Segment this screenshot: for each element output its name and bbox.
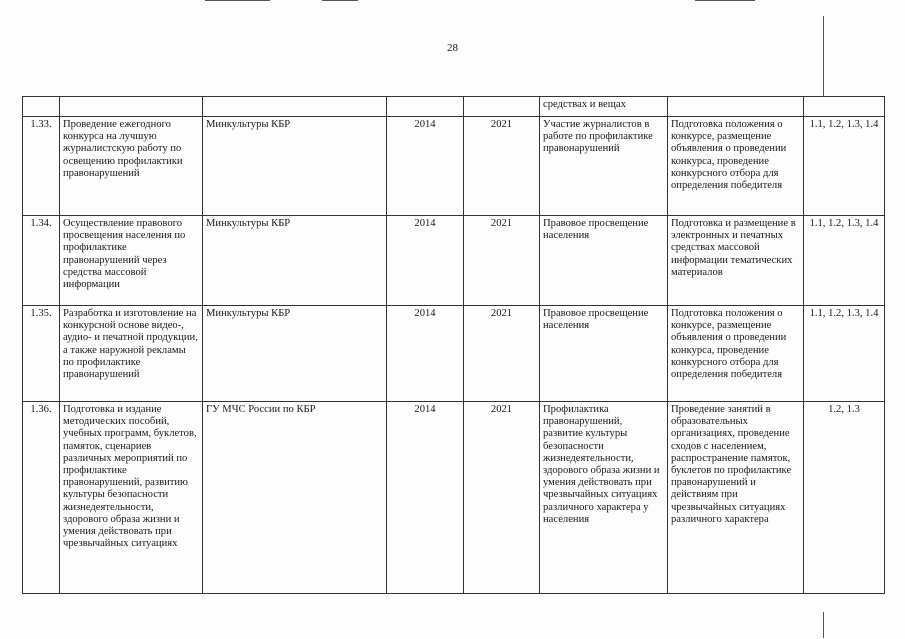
cell-number: [23, 97, 60, 117]
cell-content: Подготовка положения о конкурсе, размещение объявления о проведении конкурса, проведение конкурсного отбора для определения победителя: [668, 306, 804, 402]
cell-event: Осуществление правового просвещения населения по профилактике правонарушений через средства массовой информации: [60, 216, 203, 306]
cell-content: Подготовка и размещение в электронных и печатных средствах массовой информации тематических материалов: [668, 216, 804, 306]
scan-mark-right-vertical: [823, 16, 824, 96]
cell-content: [668, 97, 804, 117]
cell-number: 1.36.: [23, 402, 60, 594]
cell-end-year: 2021: [464, 117, 540, 216]
cell-end-year: [464, 97, 540, 117]
cell-indicators: [804, 97, 885, 117]
cell-start-year: 2014: [387, 216, 464, 306]
cell-event: [60, 97, 203, 117]
table-row: [23, 402, 885, 594]
cell-number: 1.34.: [23, 216, 60, 306]
cell-expected-result: Участие журналистов в работе по профилактике правонарушений: [540, 117, 668, 216]
scan-mark-top-left: [205, 0, 270, 1]
cell-end-year: 2021: [464, 306, 540, 402]
cell-indicators: 1.1, 1.2, 1.3, 1.4: [804, 216, 885, 306]
table-row: [23, 216, 885, 306]
table-row: [23, 117, 885, 216]
cell-indicators: 1.2, 1.3: [804, 402, 885, 594]
scan-mark-top-center: [322, 0, 358, 1]
cell-start-year: 2014: [387, 402, 464, 594]
table-row: [23, 97, 885, 117]
cell-start-year: 2014: [387, 306, 464, 402]
program-table: [22, 96, 885, 594]
cell-expected-result: Профилактика правонарушений, развитие культуры безопасности жизнедеятельности, здорового образа жизни и умения действовать при чрезвычайных ситуациях различного характера у населения: [540, 402, 668, 594]
cell-expected-result: Правовое просвещение населения: [540, 306, 668, 402]
cell-end-year: 2021: [464, 216, 540, 306]
cell-indicators: 1.1, 1.2, 1.3, 1.4: [804, 306, 885, 402]
scan-mark-right-bottom: [823, 612, 824, 638]
cell-event: Подготовка и издание методических пособий, учебных программ, буклетов, памяток, сценариев различных мероприятий по профилактике правонарушений, развитию культуры безопасности жизнедеятельности, здорового образа жизни и умения действовать при чрезвычайных ситуациях: [60, 402, 203, 594]
table-row: [23, 306, 885, 402]
cell-expected-result: средствах и вещах: [540, 97, 668, 117]
page-number: 28: [447, 42, 458, 54]
cell-content: Подготовка положения о конкурсе, размещение объявления о проведении конкурса, проведение конкурсного отбора для определения победителя: [668, 117, 804, 216]
cell-event: Разработка и изготовление на конкурсной основе видео-, аудио- и печатной продукции, а также наружной рекламы по профилактике правонарушений: [60, 306, 203, 402]
cell-indicators: 1.1, 1.2, 1.3, 1.4: [804, 117, 885, 216]
cell-event: Проведение ежегодного конкурса на лучшую журналистскую работу по освещению профилактики правонарушений: [60, 117, 203, 216]
cell-executor: [203, 97, 387, 117]
cell-number: 1.33.: [23, 117, 60, 216]
cell-executor: Минкультуры КБР: [203, 216, 387, 306]
cell-number: 1.35.: [23, 306, 60, 402]
cell-start-year: [387, 97, 464, 117]
cell-start-year: 2014: [387, 117, 464, 216]
cell-end-year: 2021: [464, 402, 540, 594]
cell-executor: Минкультуры КБР: [203, 117, 387, 216]
cell-executor: Минкультуры КБР: [203, 306, 387, 402]
cell-content: Проведение занятий в образовательных организациях, проведение сходов с населением, распространение памяток, буклетов по профилактике правонарушений и действиям при чрезвычайных ситуациях различного характера: [668, 402, 804, 594]
scan-mark-top-right: [695, 0, 755, 1]
cell-expected-result: Правовое просвещение населения: [540, 216, 668, 306]
cell-executor: ГУ МЧС России по КБР: [203, 402, 387, 594]
